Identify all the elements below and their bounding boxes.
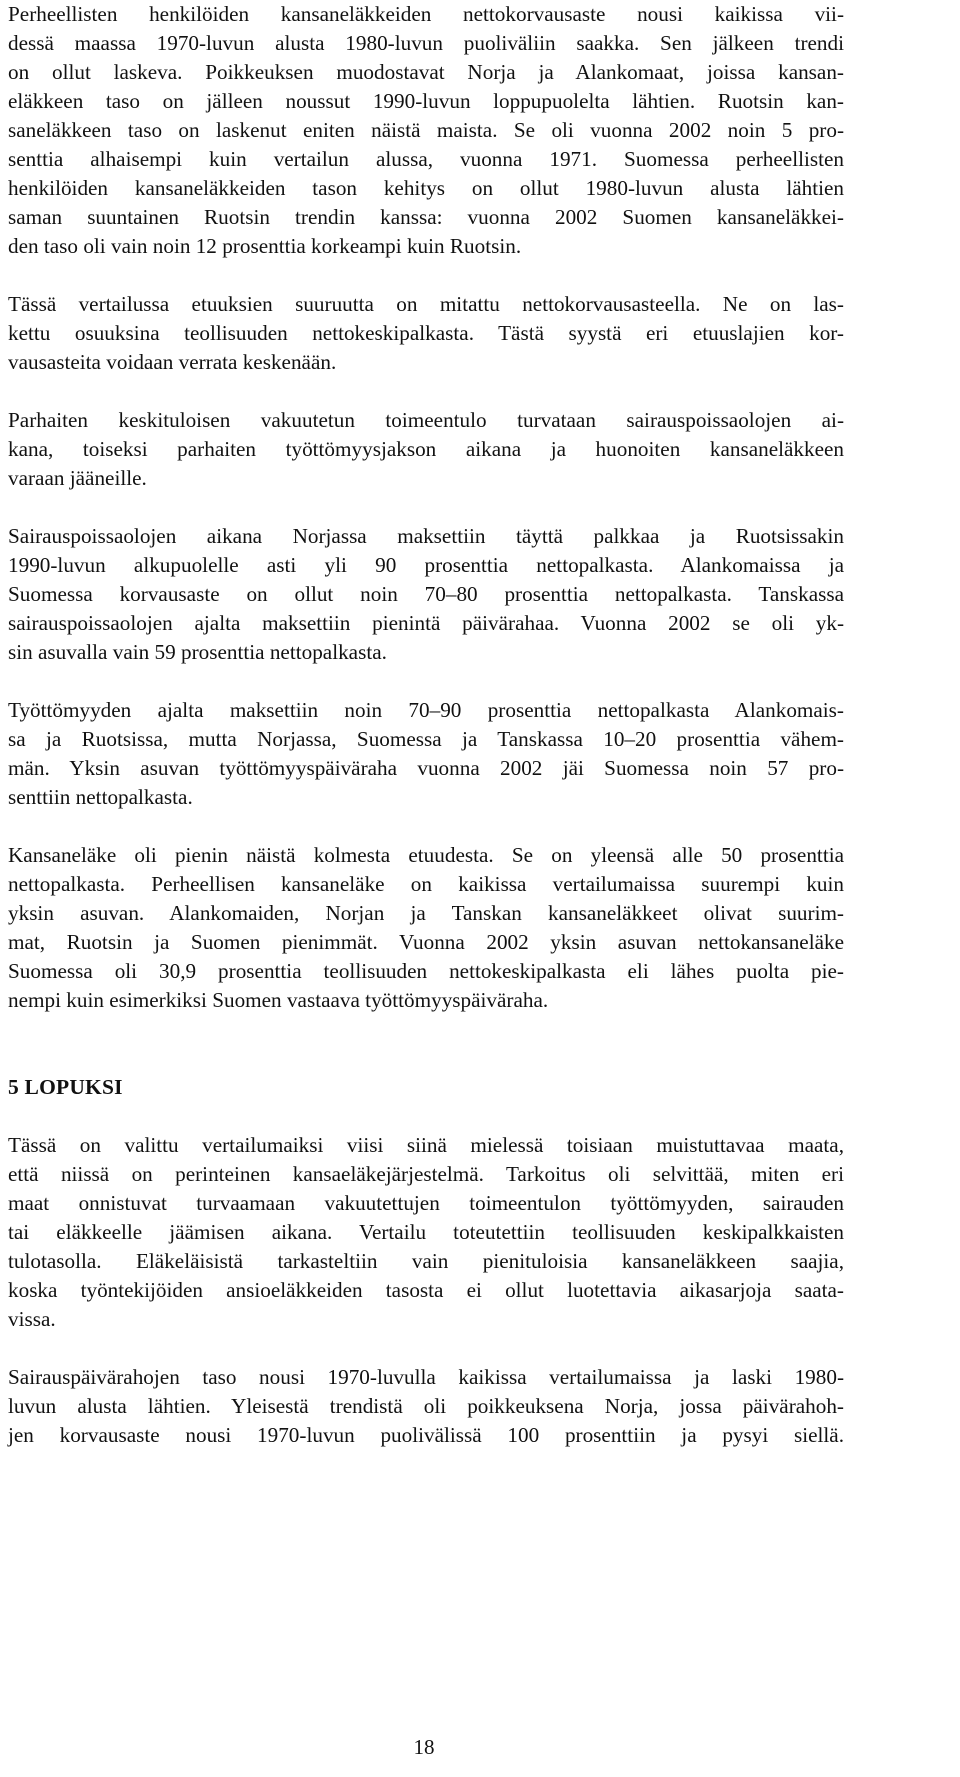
text-line: Suomessa korvausaste on ollut noin 70–80 prosenttia nettopalkasta. Tanskassa xyxy=(8,582,844,606)
text-line: saman suuntainen Ruotsin trendin kanssa: vuonna 2002 Suomen kansaneläkkei- xyxy=(8,205,844,229)
text-line: Tässä vertailussa etuuksien suuruutta on mitattu nettokorvausasteella. Ne on las- xyxy=(8,292,844,316)
text-line: Kansaneläke oli pienin näistä kolmesta etuudesta. Se on yleensä alle 50 prosenttia xyxy=(8,843,844,867)
paragraph-spacer xyxy=(8,493,844,522)
section-heading: 5 LOPUKSI xyxy=(8,1075,123,1099)
text-line: eläkkeen taso on jälleen noussut 1990-luvun loppupuolelta lähtien. Ruotsin kan- xyxy=(8,89,844,113)
text-line: Työttömyyden ajalta maksettiin noin 70–90 prosenttia nettopalkasta Alankomais- xyxy=(8,698,844,722)
text-line: kettu osuuksina teollisuuden nettokeskipalkasta. Tästä syystä eri etuuslajien kor- xyxy=(8,321,844,345)
text-line: sairauspoissaolojen ajalta maksettiin pienintä päivärahaa. Vuonna 2002 se oli yk- xyxy=(8,611,844,635)
text-line: sa ja Ruotsissa, mutta Norjassa, Suomessa ja Tanskassa 10–20 prosenttia vähem- xyxy=(8,727,844,751)
text-line: Perheellisten henkilöiden kansaneläkkeiden nettokorvausaste nousi kaikissa vii- xyxy=(8,2,844,26)
heading-spacer xyxy=(8,1102,844,1131)
text-line: nempi kuin esimerkiksi Suomen vastaava työttömyyspäiväraha. xyxy=(8,988,549,1012)
text-line: Sairauspoissaolojen aikana Norjassa maksettiin täyttä palkkaa ja Ruotsissakin xyxy=(8,524,844,548)
text-line: män. Yksin asuvan työttömyyspäiväraha vuonna 2002 jäi Suomessa noin 57 pro- xyxy=(8,756,844,780)
page-number: 18 xyxy=(413,1735,435,1759)
text-line: Parhaiten keskituloisen vakuutetun toimeentulo turvataan sairauspoissaolojen ai- xyxy=(8,408,844,432)
text-line: senttiin nettopalkasta. xyxy=(8,785,193,809)
text-line: jen korvausaste nousi 1970-luvun puolivälissä 100 prosenttiin ja pysyi siellä. xyxy=(8,1423,844,1447)
paragraph xyxy=(8,1131,844,1334)
paragraph-spacer xyxy=(8,261,844,290)
paragraph xyxy=(8,522,844,667)
paragraph xyxy=(8,290,844,377)
text-line: luvun alusta lähtien. Yleisestä trendistä oli poikkeuksena Norja, jossa päivärahoh- xyxy=(8,1394,844,1418)
text-line: mat, Ruotsin ja Suomen pienimmät. Vuonna 2002 yksin asuvan nettokansaneläke xyxy=(8,930,844,954)
paragraph xyxy=(8,406,844,493)
paragraph xyxy=(8,696,844,812)
text-line: Sairauspäivärahojen taso nousi 1970-luvulla kaikissa vertailumaissa ja laski 1980- xyxy=(8,1365,844,1389)
paragraph xyxy=(8,0,844,261)
page-body xyxy=(8,0,844,1450)
text-line: den taso oli vain noin 12 prosenttia korkeampi kuin Ruotsin. xyxy=(8,234,522,258)
text-line: Tässä on valittu vertailumaiksi viisi siinä mielessä toisiaan muistuttavaa maata, xyxy=(8,1133,844,1157)
paragraph xyxy=(8,1363,844,1450)
text-line: on ollut laskeva. Poikkeuksen muodostavat Norja ja Alankomaat, joissa kansan- xyxy=(8,60,844,84)
text-line: tulotasolla. Eläkeläisistä tarkasteltiin vain pienituloisia kansaneläkkeen saajia, xyxy=(8,1249,844,1273)
paragraph-spacer xyxy=(8,377,844,406)
text-line: sin asuvalla vain 59 prosenttia nettopalkasta. xyxy=(8,640,387,664)
text-line: koska työntekijöiden ansioeläkkeiden tasosta ei ollut luotettavia aikasarjoja saata- xyxy=(8,1278,844,1302)
text-line: tai eläkkeelle jäämisen aikana. Vertailu toteutettiin teollisuuden keskipalkkaisten xyxy=(8,1220,844,1244)
text-line: vausasteita voidaan verrata keskenään. xyxy=(8,350,337,374)
text-line: saneläkkeen taso on laskenut eniten näistä maista. Se oli vuonna 2002 noin 5 pro- xyxy=(8,118,844,142)
paragraph-spacer xyxy=(8,1334,844,1363)
text-line: dessä maassa 1970-luvun alusta 1980-luvun puoliväliin saakka. Sen jälkeen trendi xyxy=(8,31,844,55)
text-line: maat onnistuvat turvaamaan vakuutettujen toimeentulon työttömyyden, sairauden xyxy=(8,1191,844,1215)
text-line: varaan jääneille. xyxy=(8,466,147,490)
text-line: vissa. xyxy=(8,1307,56,1331)
section-spacer xyxy=(8,1015,844,1073)
text-line: että niissä on perinteinen kansaeläkejärjestelmä. Tarkoitus oli selvittää, miten eri xyxy=(8,1162,844,1186)
text-line: 1990-luvun alkupuolelle asti yli 90 prosenttia nettopalkasta. Alankomaissa ja xyxy=(8,553,844,577)
text-line: kana, toiseksi parhaiten työttömyysjakson aikana ja huonoiten kansaneläkkeen xyxy=(8,437,844,461)
text-line: yksin asuvan. Alankomaiden, Norjan ja Tanskan kansaneläkkeet olivat suurim- xyxy=(8,901,844,925)
text-line: Suomessa oli 30,9 prosenttia teollisuuden nettokeskipalkasta eli lähes puolta pie- xyxy=(8,959,844,983)
text-line: henkilöiden kansaneläkkeiden tason kehitys on ollut 1980-luvun alusta lähtien xyxy=(8,176,844,200)
paragraph-spacer xyxy=(8,812,844,841)
paragraph xyxy=(8,841,844,1015)
text-line: senttia alhaisempi kuin vertailun alussa, vuonna 1971. Suomessa perheellisten xyxy=(8,147,844,171)
paragraph-spacer xyxy=(8,667,844,696)
text-line: nettopalkasta. Perheellisen kansaneläke on kaikissa vertailumaissa suurempi kuin xyxy=(8,872,844,896)
